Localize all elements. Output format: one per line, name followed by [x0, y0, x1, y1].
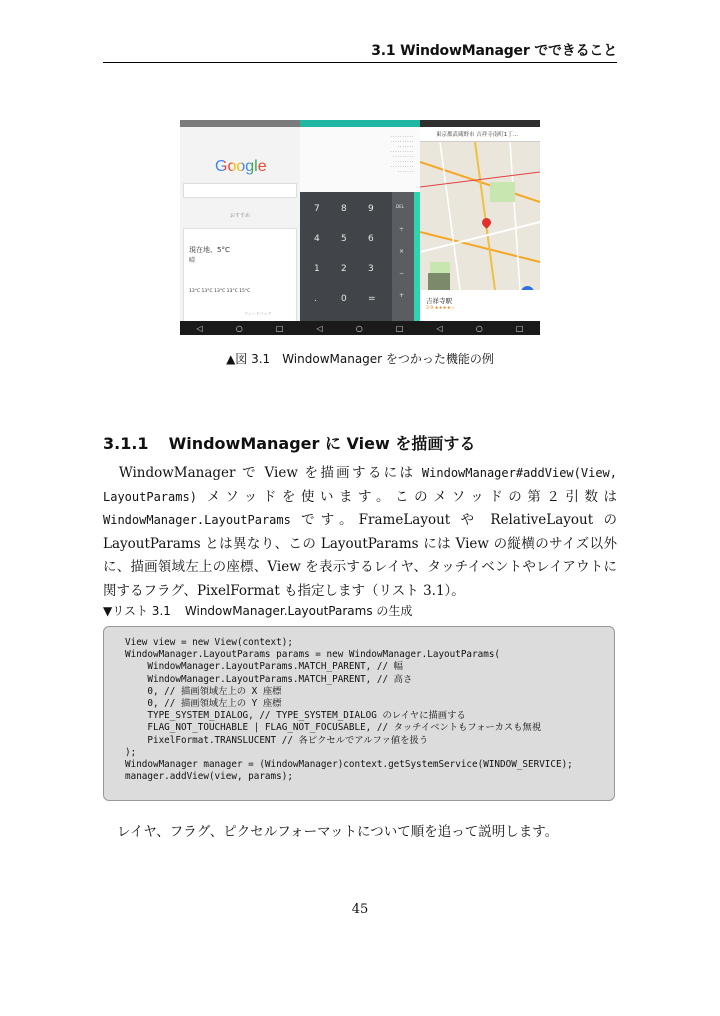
para-text: メソッドを使います。このメソッドの第２引数は [196, 488, 617, 505]
code-line: WindowManager.LayoutParams.MATCH_PARENT, // 高さ [125, 673, 413, 685]
recents-icon: □ [515, 323, 524, 333]
weather-temps: 13°C 13°C 13°C 13°C 15°C [189, 289, 251, 294]
figure-screenshots [180, 120, 540, 335]
calc-key: 8 [341, 204, 347, 214]
code-block [103, 626, 615, 801]
weather-card [183, 228, 297, 322]
nav-bar [300, 321, 420, 335]
calc-key: 9 [368, 204, 374, 214]
code-line: manager.addView(view, params); [125, 771, 293, 783]
calc-op: + [399, 292, 405, 299]
maps-panel [420, 120, 540, 335]
page-number: 45 [351, 902, 369, 917]
calc-ops-column [392, 192, 414, 322]
code-line: View view = new View(context); [125, 637, 293, 648]
calc-history: ·········· ·········· ······· ·········· ········· ········ ·········· ······· [389, 134, 414, 174]
listing-caption [103, 602, 412, 619]
code-line: ); [125, 746, 137, 758]
calc-op: ÷ [399, 226, 405, 233]
back-icon: ◁ [316, 323, 323, 333]
feedback-link: フィードバック [244, 311, 272, 316]
home-icon: ○ [235, 323, 243, 333]
code-line: WindowManager.LayoutParams.MATCH_PARENT, // 幅 [125, 661, 403, 673]
calc-key: 0 [341, 294, 347, 304]
calc-key: 5 [341, 234, 347, 244]
back-icon: ◁ [436, 323, 443, 333]
suggest-label: おすすめ [229, 213, 251, 219]
home-icon: ○ [355, 323, 363, 333]
google-now-panel [180, 120, 300, 335]
nav-bar [420, 321, 540, 335]
listing-title: WindowManager.LayoutParams の生成 [184, 604, 413, 618]
code-line: WindowManager manager = (WindowManager)context.getSystemService(WINDOW_SERVICE); [125, 759, 573, 771]
recents-icon: □ [395, 323, 404, 333]
calc-op: DEL [396, 204, 404, 209]
calc-key: 2 [341, 264, 347, 274]
para-text: WindowManager で View を描画するには [103, 465, 422, 481]
recents-icon: □ [275, 323, 284, 333]
place-photo [428, 273, 450, 290]
map-search-text: 東京都武蔵野市 吉祥寺南町1丁... [436, 132, 518, 138]
calc-key: = [368, 294, 376, 304]
code-line: TYPE_SYSTEM_DIALOG, // TYPE_SYSTEM_DIALOG のレイヤに描画する [125, 710, 466, 722]
status-bar [300, 120, 420, 127]
calc-key: 4 [314, 234, 320, 244]
code-line: 0, // 描画領域左上の Y 座標 [125, 698, 282, 710]
running-header: 3.1 WindowManager でできること [371, 43, 617, 59]
google-search-box [183, 183, 297, 198]
back-icon: ◁ [196, 323, 203, 333]
section-title: WindowManager に View を描画する [168, 434, 476, 453]
code-line: WindowManager.LayoutParams params = new WindowManager.LayoutParams( [125, 649, 501, 661]
code-line: PixelFormat.TRANSLUCENT // 各ピクセルでアルファ値を扱う [125, 734, 429, 746]
weather-condition: 晴 [189, 257, 196, 264]
para-text: です。FrameLayout や RelativeLayout の LayoutParams とは異なり、この LayoutParams には View の縦横のサイズ以外に、描画領域左上の座標、View を表示するレイヤ、タッチイベントやレイアウトに関するフラグ、PixelFormat も指定します（リスト 3.1）。 [103, 512, 617, 599]
place-rating: 3.9 ★★★★☆ [426, 306, 455, 311]
map-search-bar [420, 127, 540, 142]
status-bar [420, 120, 540, 127]
inline-code: WindowManager.LayoutParams [103, 513, 291, 527]
weather-location: 現在地、5°C [189, 246, 230, 254]
home-icon: ○ [475, 323, 483, 333]
calc-key: 1 [314, 264, 320, 274]
closing-sentence: レイヤ、フラグ、ピクセルフォーマットについて順を追って説明します。 [117, 824, 559, 840]
inline-code: WindowManager#addView(View, LayoutParams) [103, 466, 617, 504]
calc-key: 7 [314, 204, 320, 214]
header-rule [103, 62, 617, 63]
calculator-panel [300, 120, 420, 335]
body-paragraph [103, 462, 617, 603]
calc-key: 3 [368, 264, 374, 274]
calc-keypad [300, 192, 414, 322]
section-number: 3.1.1 [103, 434, 149, 453]
code-line: 0, // 描画領域左上の X 座標 [125, 685, 282, 697]
code-line: FLAG_NOT_TOUCHABLE | FLAG_NOT_FOCUSABLE, // タッチイベントもフォーカスも無視 [125, 722, 542, 734]
place-card [420, 290, 540, 321]
section-heading [103, 431, 475, 454]
map-roads [420, 142, 540, 290]
nav-bar [180, 321, 300, 335]
calc-op: − [399, 270, 405, 277]
figure-caption: ▲図 3.1 WindowManager をつかった機能の例 [226, 352, 494, 366]
calc-key: 6 [368, 234, 374, 244]
place-name: 吉祥寺駅 [426, 297, 452, 305]
google-logo: Google [215, 158, 267, 175]
listing-label: ▼リスト 3.1 [103, 604, 171, 618]
calc-op: × [399, 248, 405, 255]
status-bar [180, 120, 300, 127]
calc-key: . [314, 294, 317, 304]
